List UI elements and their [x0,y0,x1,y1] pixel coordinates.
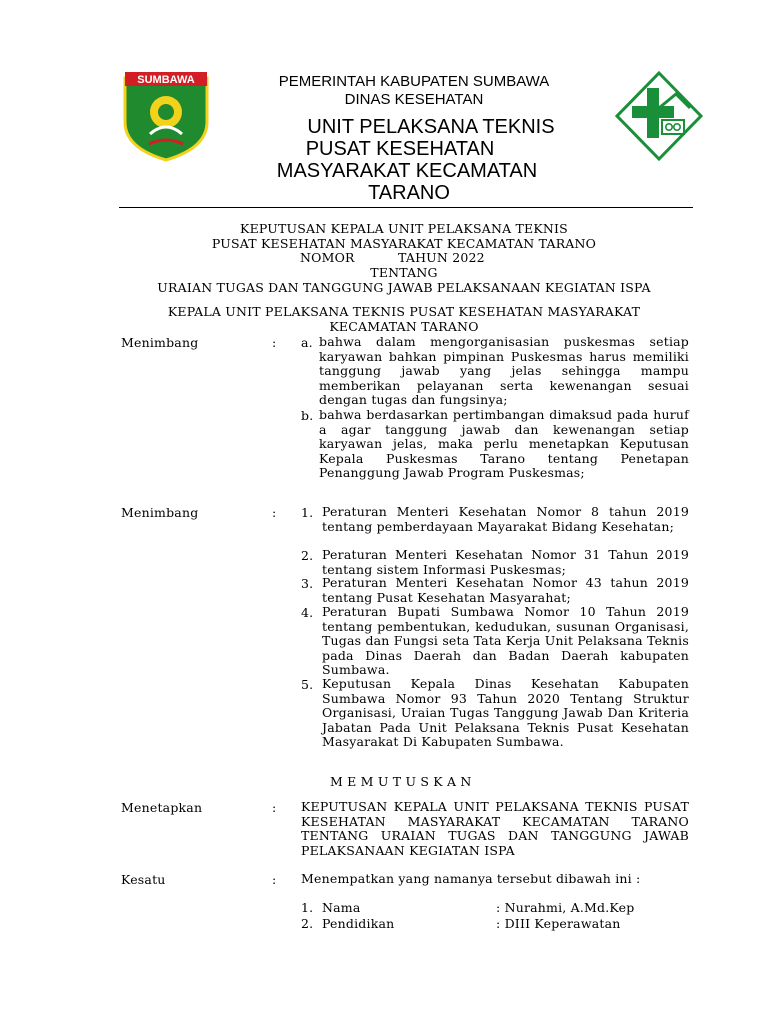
item-marker: 1. [301,505,314,520]
kesatu-label: Kesatu [121,872,166,887]
authority-line2: KECAMATAN TARANO [329,318,479,334]
field-marker: 1. [301,900,314,915]
unit-line1: UNIT PELAKSANA TEKNIS [307,116,555,138]
puskesmas-logo [614,70,704,162]
item-marker: 2. [301,548,314,563]
tahun-label: TAHUN 2022 [398,250,485,266]
field-marker: 2. [301,916,314,931]
menetapkan-text: KEPUTUSAN KEPALA UNIT PELAKSANA TEKNIS PUSAT KESEHATAN MASYARAKAT KECAMATAN TARANO TENTANG URAIAN TUGAS DAN TANGGUNG JAWAB PELAKSANAAN KEGIATAN ISPA [301,799,689,858]
regulation-item-2: Peraturan Menteri Kesehatan Nomor 31 Tahun 2019 tentang sistem Informasi Puskesmas; [322,547,689,577]
regulation-item-1: Peraturan Menteri Kesehatan Nomor 8 tahun 2019 tentang pemberdayaan Mayarakat Bidang Kesehatan; [322,504,689,534]
unit-line2: PUSAT KESEHATAN [305,138,495,160]
menimbang2-colon: : [272,505,277,520]
menimbang-item-a: bahwa dalam mengorganisasian puskesmas setiap karyawan bahkan pimpinan Puskesmas harus memiliki tanggung jawab yang jelas sehingga mampu memberikan pelayanan serta kewenangan sesuai dengan tugas dan fungsinya; [319,334,689,408]
decree-title2: PUSAT KESEHATAN MASYARAKAT KECAMATAN TARANO [211,235,597,251]
tentang-label: TENTANG [370,264,438,280]
menetapkan-label: Menetapkan [121,800,203,815]
decree-subject: URAIAN TUGAS DAN TANGGUNG JAWAB PELAKSANAAN KEGIATAN ISPA [157,280,651,296]
menimbang-label: Menimbang [121,335,199,350]
regulation-item-3: Peraturan Menteri Kesehatan Nomor 43 tahun 2019 tentang Pusat Kesehatan Masyarahat; [322,575,689,605]
menimbang-colon: : [272,335,277,350]
sumbawa-logo [119,70,213,162]
field-value-nama: : Nurahmi, A.Md.Kep [496,900,635,915]
unit-line3: MASYARAKAT KECAMATAN [276,160,538,182]
item-marker: 4. [301,605,314,620]
field-name-nama: Nama [322,900,361,915]
header-divider [119,207,693,208]
regulation-item-4: Peraturan Bupati Sumbawa Nomor 10 Tahun 2019 tentang pembentukan, kedudukan, susunan Organisasi, Tugas dan Fungsi seta Tata Kerja Unit Pelaksana Teknis pada Dinas Daerah dan Badan Daerah kabupaten Sumbawa. [322,604,689,678]
header-line2: DINAS KESEHATAN [344,91,484,108]
field-value-pendidikan: : DIII Keperawatan [496,916,621,931]
nomor-label: NOMOR [300,250,355,266]
header-line1: PEMERINTAH KABUPATEN SUMBAWA [278,73,550,90]
authority-line1: KEPALA UNIT PELAKSANA TEKNIS PUSAT KESEHATAN MASYARAKAT [167,304,641,319]
menimbang2-label: Menimbang [121,505,199,520]
memutuskan-heading: M E M U T U S K A N [330,774,472,789]
field-name-pendidikan: Pendidikan [322,916,395,931]
item-marker: b. [301,408,314,423]
logo-text: SUMBAWA [137,74,195,86]
item-marker: 5. [301,677,314,692]
kesatu-colon: : [272,872,277,887]
menimbang-item-b: bahwa berdasarkan pertimbangan dimaksud pada huruf a agar tanggung jawab dan kewenangan setiap karyawan jelas, maka perlu menetapkan Keputusan Kepala Puskesmas Tarano tentang Penetapan Penanggung Jawab Program Puskesmas; [319,407,689,481]
item-marker: a. [301,335,313,350]
decree-title1: KEPUTUSAN KEPALA UNIT PELAKSANA TEKNIS [240,221,568,236]
regulation-item-5: Keputusan Kepala Dinas Kesehatan Kabupaten Sumbawa Nomor 93 Tahun 2020 Tentang Struktur Organisasi, Uraian Tugas Tanggung Jawab Dan Kriteria Jabatan Pada Unit Pelaksana Teknis Pusat Kesehatan Masyarakat Di Kabupaten Sumbawa. [322,676,689,750]
item-marker: 3. [301,576,314,591]
menetapkan-colon: : [272,800,277,815]
kesatu-text: Menempatkan yang namanya tersebut dibawah ini : [301,871,641,886]
unit-line4: TARANO [368,182,450,204]
